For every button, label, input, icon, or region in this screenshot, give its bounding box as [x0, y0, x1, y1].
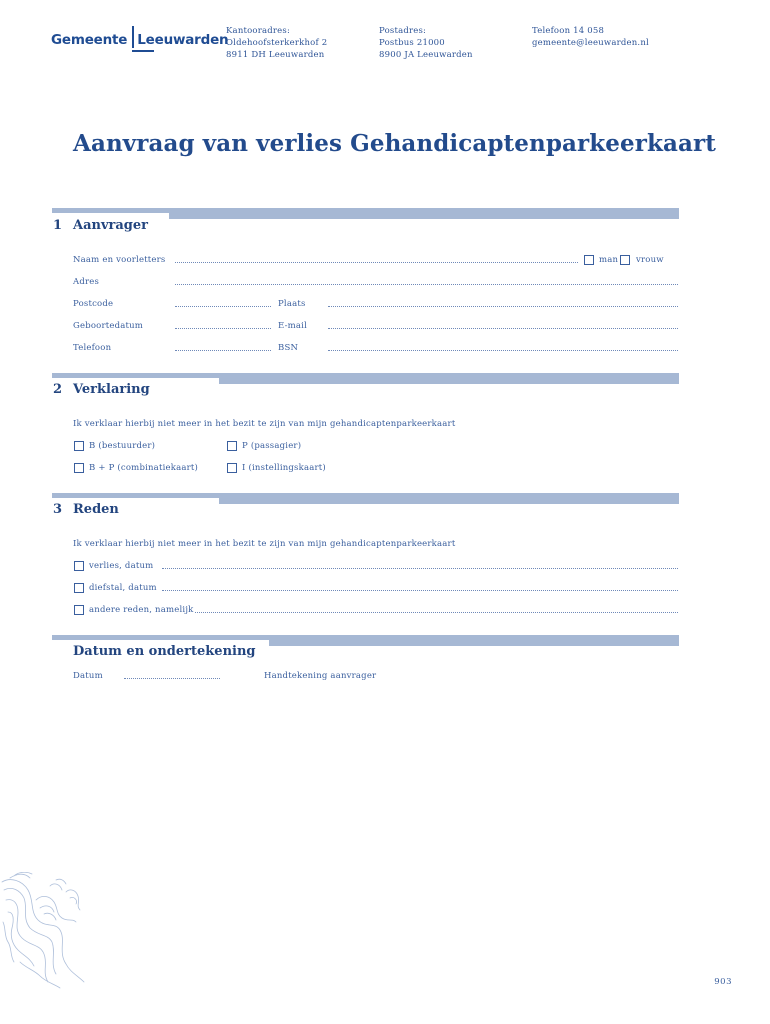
bsn-field[interactable] — [328, 350, 678, 351]
checkbox-andere-reden-label: andere reden, namelijk — [89, 605, 194, 615]
name-label: Naam en voorletters — [73, 255, 166, 265]
postcode-field[interactable] — [175, 306, 271, 307]
checkbox-diefstal[interactable] — [74, 583, 84, 593]
postcode-label: Postcode — [73, 299, 114, 309]
logo-text-leeuwarden — [132, 32, 228, 48]
email-field[interactable] — [328, 328, 678, 329]
checkbox-combinatiekaart-label: B + P (combinatiekaart) — [89, 463, 198, 473]
checkbox-combinatiekaart[interactable] — [74, 463, 84, 473]
verlies-date-field[interactable] — [162, 568, 678, 569]
checkbox-instellingskaart-label: I (instellingskaart) — [242, 463, 326, 473]
address-field[interactable] — [175, 284, 678, 285]
heraldic-lion-watermark-icon — [0, 872, 95, 992]
checkbox-diefstal-label: diefstal, datum — [89, 583, 157, 593]
name-field[interactable] — [175, 262, 578, 263]
checkbox-man[interactable] — [584, 255, 594, 265]
contact-phone: Telefoon 14 058 — [532, 26, 605, 36]
checkbox-vrouw[interactable] — [620, 255, 630, 265]
section-3-bar — [52, 493, 679, 504]
checkbox-vrouw-label: vrouw — [636, 255, 664, 265]
phone-label: Telefoon — [73, 343, 112, 353]
checkbox-bestuurder-label: B (bestuurder) — [89, 441, 156, 451]
gemeente-logo — [51, 22, 228, 48]
section-3-statement: Ik verklaar hierbij niet meer in het bezit te zijn van mijn gehandicaptenparkeerkaart — [73, 539, 456, 549]
birthdate-field[interactable] — [175, 328, 271, 329]
diefstal-date-field[interactable] — [162, 590, 678, 591]
email-label: E-mail — [278, 321, 307, 331]
postal-address-box: Postbus 21000 — [379, 38, 445, 48]
office-address-label: Kantooradres: — [226, 26, 291, 36]
section-1-title: Aanvrager — [73, 218, 148, 233]
page-number: 903 — [714, 977, 732, 987]
page-title: Aanvraag van verlies Gehandicaptenparkeerkaart — [73, 130, 716, 157]
section-1-number: 1 — [53, 218, 63, 233]
checkbox-verlies[interactable] — [74, 561, 84, 571]
section-3-title: Reden — [73, 502, 119, 517]
office-address — [226, 25, 327, 61]
postal-address-label: Postadres: — [379, 26, 427, 36]
logo-text-gemeente: Gemeente — [51, 32, 128, 48]
plaats-field[interactable] — [328, 306, 678, 307]
logo-initial: L — [137, 32, 146, 48]
andere-reden-field[interactable] — [195, 612, 678, 613]
postal-address-city: 8900 JA Leeuwarden — [379, 50, 473, 60]
section-2-title: Verklaring — [73, 382, 150, 397]
postal-address — [379, 25, 473, 61]
checkbox-instellingskaart[interactable] — [227, 463, 237, 473]
checkbox-bestuurder[interactable] — [74, 441, 84, 451]
checkbox-passagier-label: P (passagier) — [242, 441, 302, 451]
section-2-number: 2 — [53, 382, 63, 397]
checkbox-passagier[interactable] — [227, 441, 237, 451]
section-2-statement: Ik verklaar hierbij niet meer in het bezit te zijn van mijn gehandicaptenparkeerkaart — [73, 419, 456, 429]
contact-info — [532, 25, 649, 49]
checkbox-andere-reden[interactable] — [74, 605, 84, 615]
address-label: Adres — [73, 277, 100, 287]
section-3-number: 3 — [53, 502, 63, 517]
phone-field[interactable] — [175, 350, 271, 351]
signature-label: Handtekening aanvrager — [264, 671, 377, 681]
logo-word: eeuwarden — [145, 32, 229, 48]
contact-email[interactable]: gemeente@leeuwarden.nl — [532, 38, 649, 48]
checkbox-man-label: man — [599, 255, 619, 265]
checkbox-verlies-label: verlies, datum — [89, 561, 154, 571]
bsn-label: BSN — [278, 343, 299, 353]
date-label: Datum — [73, 671, 103, 681]
office-address-street: Oldehoofsterkerkhof 2 — [226, 38, 328, 48]
section-4-title: Datum en ondertekening — [73, 644, 256, 659]
office-address-city: 8911 DH Leeuwarden — [226, 50, 325, 60]
plaats-label: Plaats — [278, 299, 306, 309]
birthdate-label: Geboortedatum — [73, 321, 144, 331]
date-field[interactable] — [124, 678, 220, 679]
